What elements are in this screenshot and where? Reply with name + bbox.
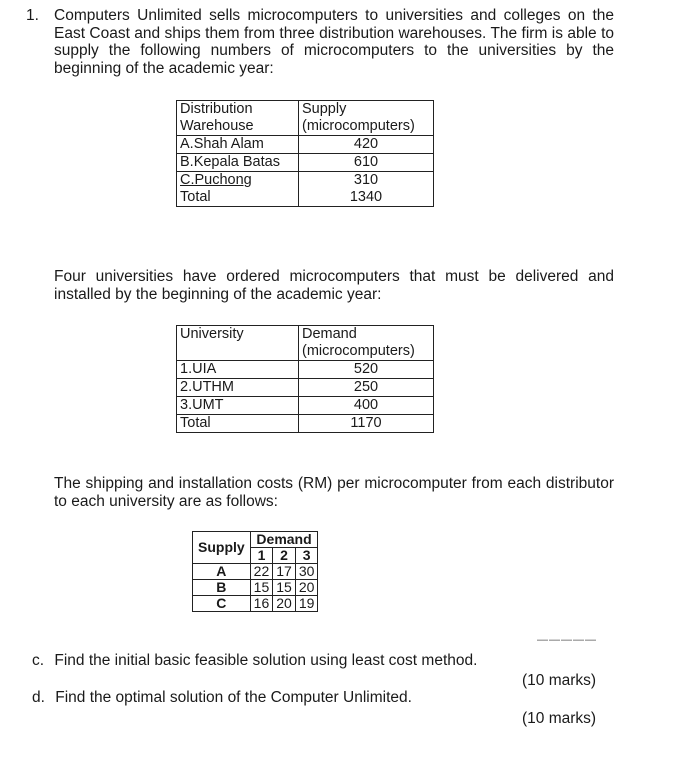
- cost-cell: 20: [273, 596, 296, 612]
- intro-paragraph: Computers Unlimited sells microcomputers to universities and colleges on the East Coast and ships them from three distribution warehouses. The firm is able to supply the following numbers of microcomputers to the universities by the beginning of the academic year:: [54, 7, 614, 77]
- demand-label: Demand: [250, 532, 318, 548]
- total-value: 1170: [299, 415, 434, 433]
- header-text: Warehouse: [180, 118, 254, 134]
- table-row: [177, 397, 434, 415]
- total-label: Total: [177, 189, 299, 207]
- cost-cell: 30: [295, 564, 318, 580]
- cut-off-text-fragment: ―――――: [537, 634, 597, 646]
- column-header: 1: [250, 548, 273, 564]
- column-header: 3: [295, 548, 318, 564]
- header-text: Distribution: [180, 101, 253, 117]
- demand-value: 520: [299, 361, 434, 379]
- header-text: University: [180, 326, 244, 342]
- subquestion-text: Find the initial basic feasible solution using least cost method.: [54, 652, 478, 669]
- subquestion-c: [32, 652, 477, 670]
- warehouse-name: C.Puchong: [177, 172, 299, 190]
- table-row: [177, 361, 434, 379]
- table-row: [177, 189, 434, 207]
- supply-label: Supply: [193, 532, 251, 564]
- supply-value: 610: [299, 154, 434, 172]
- demand-table: [176, 325, 434, 433]
- supply-value: 420: [299, 136, 434, 154]
- subquestion-text: Find the optimal solution of the Computer Unlimited.: [55, 689, 412, 706]
- cost-header-row: [193, 532, 318, 548]
- cost-cell: 22: [250, 564, 273, 580]
- subquestion-d: [32, 689, 412, 707]
- demand-header-demand: [299, 326, 434, 361]
- cost-table: [192, 531, 318, 612]
- table-row: [177, 172, 434, 190]
- table-row: [177, 154, 434, 172]
- supply-header-row: [177, 101, 434, 136]
- marks-label: (10 marks): [522, 710, 597, 727]
- demand-intro-paragraph: Four universities have ordered microcomputers that must be delivered and installed by the beginning of the academic year:: [54, 268, 614, 303]
- cost-cell: 16: [250, 596, 273, 612]
- university-name: 1.UIA: [177, 361, 299, 379]
- supply-header-warehouse: [177, 101, 299, 136]
- marks-label: (10 marks): [522, 672, 597, 689]
- question-number: 1.: [26, 7, 39, 24]
- table-row: [177, 379, 434, 397]
- row-label: C: [193, 596, 251, 612]
- table-row: [193, 580, 318, 596]
- row-label: B: [193, 580, 251, 596]
- header-text: Demand: [302, 326, 357, 342]
- warehouse-name: B.Kepala Batas: [177, 154, 299, 172]
- supply-table: [176, 100, 434, 207]
- demand-header-university: [177, 326, 299, 361]
- table-row: [193, 564, 318, 580]
- header-text: (microcomputers): [302, 118, 415, 134]
- supply-header-supply: [299, 101, 434, 136]
- total-value: 1340: [299, 189, 434, 207]
- subquestion-letter: c.: [32, 652, 45, 669]
- university-name: 2.UTHM: [177, 379, 299, 397]
- demand-value: 250: [299, 379, 434, 397]
- row-label: A: [193, 564, 251, 580]
- header-text: (microcomputers): [302, 343, 415, 359]
- cost-intro-paragraph: The shipping and installation costs (RM) per microcomputer from each distributor to each university are as follows:: [54, 475, 614, 510]
- total-label: Total: [177, 415, 299, 433]
- table-row: [193, 596, 318, 612]
- header-text: Supply: [302, 101, 347, 117]
- university-name: 3.UMT: [177, 397, 299, 415]
- cost-cell: 17: [273, 564, 296, 580]
- cost-cell: 20: [295, 580, 318, 596]
- cost-cell: 15: [273, 580, 296, 596]
- column-header: 2: [273, 548, 296, 564]
- cost-cell: 15: [250, 580, 273, 596]
- cost-cell: 19: [295, 596, 318, 612]
- table-row: [177, 136, 434, 154]
- demand-value: 400: [299, 397, 434, 415]
- demand-header-row: [177, 326, 434, 361]
- subquestion-letter: d.: [32, 689, 45, 706]
- warehouse-name: A.Shah Alam: [177, 136, 299, 154]
- table-row: [177, 415, 434, 433]
- supply-value: 310: [299, 172, 434, 190]
